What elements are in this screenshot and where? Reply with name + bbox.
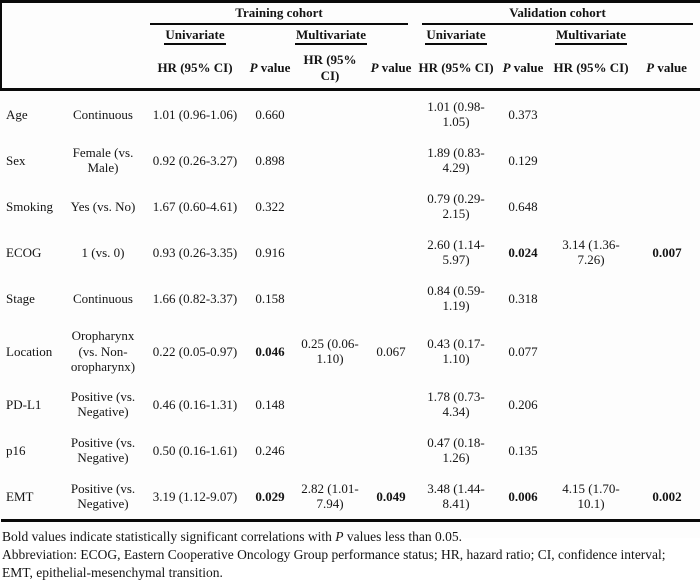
cell-validation-univariate-p: 0.373 <box>508 106 538 122</box>
cell-comparison: Continuous <box>73 106 133 122</box>
table-row-stage <box>1 275 700 321</box>
cell-training-multivariate-p <box>367 183 415 229</box>
cell-validation-univariate-p: 0.318 <box>508 290 538 306</box>
cell-comparison: Oropharynx (vs. Non-oropharynx) <box>70 327 136 375</box>
spacer-cell <box>633 25 700 49</box>
table-row-emt <box>1 473 700 521</box>
cell-validation-multivariate-hr <box>549 427 633 473</box>
cell-validation-multivariate-p <box>633 321 700 381</box>
hr-ci-column-header: HR (95% CI) <box>549 49 633 90</box>
p-value-column-header: P value <box>367 49 415 90</box>
p-value-column-header: P value <box>497 49 549 90</box>
cell-comparison: 1 (vs. 0) <box>81 244 125 260</box>
cell-validation-univariate-hr: 1.01 (0.98-1.05) <box>427 98 485 130</box>
cell-training-multivariate-p <box>367 427 415 473</box>
cell-variable: p16 <box>6 442 26 458</box>
cell-validation-univariate-hr: 0.79 (0.29-2.15) <box>427 190 485 222</box>
cell-validation-multivariate-hr <box>549 90 633 138</box>
cell-comparison: Positive (vs. Negative) <box>70 434 136 466</box>
cell-training-univariate-p: 0.660 <box>255 106 285 122</box>
cell-validation-univariate-p: 0.648 <box>508 198 538 214</box>
stub-cell <box>1 2 143 25</box>
table-header <box>1 2 700 90</box>
training-cohort-header-cell <box>143 2 415 25</box>
table-row-sex <box>1 137 700 183</box>
p-value-column-header: P value <box>247 49 293 90</box>
cell-variable: Sex <box>6 152 26 168</box>
cell-validation-univariate-p: 0.006 <box>497 473 549 521</box>
footnote-significance: Bold values indicate statistically significant correlations with P values less than 0.05. <box>2 529 463 545</box>
footnote-abbreviations: Abbreviation: ECOG, Eastern Cooperative Oncology Group performance status; HR, hazard ratio; CI, confidence interval; EMT, epithelial-mesenchymal transition. <box>2 547 666 581</box>
cell-training-univariate-p: 0.158 <box>255 290 285 306</box>
cell-training-multivariate-p <box>367 229 415 275</box>
cell-comparison: Yes (vs. No) <box>70 198 136 214</box>
cell-validation-univariate-hr: 2.60 (1.14-5.97) <box>427 236 485 268</box>
cell-validation-univariate-p: 0.024 <box>508 244 538 260</box>
cell-training-multivariate-p <box>367 137 415 183</box>
hr-ci-column-header: HR (95% CI) <box>415 49 497 90</box>
cell-validation-univariate-hr: 3.48 (1.44-8.41) <box>415 473 497 521</box>
hr-ci-column-header: HR (95% CI) <box>293 49 367 90</box>
table-row-pd-l1 <box>1 381 700 427</box>
cell-training-univariate-hr: 0.46 (0.16-1.31) <box>152 396 238 412</box>
cell-training-multivariate-p <box>367 90 415 138</box>
cell-training-univariate-hr: 0.22 (0.05-0.97) <box>152 343 238 359</box>
cell-comparison: Continuous <box>73 290 133 306</box>
cell-variable: EMT <box>1 473 63 521</box>
cell-training-multivariate-p: 0.049 <box>367 473 415 521</box>
cell-variable: Age <box>6 106 28 122</box>
cell-training-univariate-hr: 1.01 (0.96-1.06) <box>152 106 238 122</box>
cell-training-multivariate-hr <box>293 229 367 275</box>
spacer-cell <box>367 25 415 49</box>
cell-training-univariate-p: 0.916 <box>255 244 285 260</box>
cell-variable: Location <box>6 343 53 359</box>
cell-training-univariate-hr: 3.19 (1.12-9.07) <box>143 473 247 521</box>
cell-training-multivariate-hr <box>293 137 367 183</box>
cell-training-univariate-p: 0.898 <box>255 152 285 168</box>
spacer-cell <box>497 25 549 49</box>
cell-validation-univariate-hr: 0.43 (0.17-1.10) <box>427 335 485 367</box>
cell-comparison: Positive (vs. Negative) <box>70 388 136 420</box>
cell-validation-multivariate-p <box>633 183 700 229</box>
cell-validation-multivariate-hr <box>549 381 633 427</box>
p-value-column-header: P value <box>633 49 700 90</box>
hr-ci-column-header: HR (95% CI) <box>143 49 247 90</box>
table-row-p16 <box>1 427 700 473</box>
cell-variable: PD-L1 <box>6 396 42 412</box>
cell-validation-multivariate-hr: 4.15 (1.70-10.1) <box>549 473 633 521</box>
cell-training-univariate-p: 0.029 <box>247 473 293 521</box>
cell-validation-multivariate-p <box>633 137 700 183</box>
cell-validation-univariate-p: 0.077 <box>508 343 538 359</box>
cell-training-multivariate-p: 0.067 <box>376 343 406 359</box>
cell-validation-multivariate-p: 0.002 <box>633 473 700 521</box>
validation-multivariate-header: Multivariate <box>549 25 633 49</box>
cell-training-multivariate-p <box>367 381 415 427</box>
spacer-cell <box>247 25 293 49</box>
stub-cell <box>1 49 143 90</box>
table-row-smoking <box>1 183 700 229</box>
training-multivariate-header: Multivariate <box>293 25 367 49</box>
cell-validation-univariate-p: 0.135 <box>508 442 538 458</box>
cell-training-multivariate-hr <box>293 183 367 229</box>
cell-validation-multivariate-hr <box>549 137 633 183</box>
cell-training-univariate-p: 0.148 <box>255 396 285 412</box>
cell-variable: Stage <box>6 290 35 306</box>
table-row-ecog <box>1 229 700 275</box>
cell-validation-univariate-p: 0.129 <box>508 152 538 168</box>
cell-training-univariate-p: 0.322 <box>255 198 285 214</box>
cell-training-univariate-hr: 0.92 (0.26-3.27) <box>152 152 238 168</box>
cell-training-multivariate-hr: 2.82 (1.01-7.94) <box>293 473 367 521</box>
training-univariate-header: Univariate <box>143 25 247 49</box>
cell-training-univariate-hr: 1.66 (0.82-3.37) <box>152 290 238 306</box>
cell-validation-multivariate-hr: 3.14 (1.36-7.26) <box>562 236 620 268</box>
validation-cohort-label: Validation cohort <box>422 5 693 25</box>
cell-validation-univariate-p: 0.206 <box>508 396 538 412</box>
table-row-age <box>1 90 700 138</box>
cell-training-univariate-hr: 0.50 (0.16-1.61) <box>152 442 238 458</box>
cell-validation-univariate-hr: 1.78 (0.73-4.34) <box>427 388 485 420</box>
cell-validation-multivariate-hr <box>549 183 633 229</box>
column-header-row <box>1 49 700 90</box>
cell-validation-multivariate-p <box>633 427 700 473</box>
validation-univariate-header: Univariate <box>415 25 497 49</box>
table-row-location <box>1 321 700 381</box>
cell-training-univariate-p: 0.046 <box>255 343 285 359</box>
cohort-header-row <box>1 2 700 25</box>
cell-variable: ECOG <box>6 244 42 260</box>
cell-validation-multivariate-p <box>633 90 700 138</box>
cell-comparison: Positive (vs. Negative) <box>63 473 143 521</box>
cell-training-univariate-hr: 1.67 (0.60-4.61) <box>152 198 238 214</box>
cell-validation-univariate-hr: 0.47 (0.18-1.26) <box>427 434 485 466</box>
cell-comparison: Female (vs. Male) <box>72 144 134 176</box>
cell-training-multivariate-hr <box>293 90 367 138</box>
cell-training-multivariate-p <box>367 275 415 321</box>
validation-cohort-header-cell <box>415 2 700 25</box>
cell-training-multivariate-hr <box>293 427 367 473</box>
training-cohort-label: Training cohort <box>150 5 408 25</box>
cell-training-univariate-hr: 0.93 (0.26-3.35) <box>152 244 238 260</box>
cell-validation-univariate-hr: 0.84 (0.59-1.19) <box>427 282 485 314</box>
cell-validation-multivariate-hr <box>549 321 633 381</box>
cell-variable: Smoking <box>6 198 53 214</box>
cell-validation-multivariate-p: 0.007 <box>652 244 682 260</box>
cell-validation-multivariate-p <box>633 381 700 427</box>
table-footnotes <box>0 522 700 581</box>
table-body <box>1 90 700 521</box>
cell-validation-multivariate-p <box>633 275 700 321</box>
stub-cell <box>1 25 143 49</box>
cell-validation-univariate-hr: 1.89 (0.83-4.29) <box>427 144 485 176</box>
cell-training-multivariate-hr <box>293 381 367 427</box>
cell-training-univariate-p: 0.246 <box>255 442 285 458</box>
cell-training-multivariate-hr: 0.25 (0.06-1.10) <box>301 335 359 367</box>
analysis-header-row <box>1 25 700 49</box>
cell-training-multivariate-hr <box>293 275 367 321</box>
cell-validation-multivariate-hr <box>549 275 633 321</box>
